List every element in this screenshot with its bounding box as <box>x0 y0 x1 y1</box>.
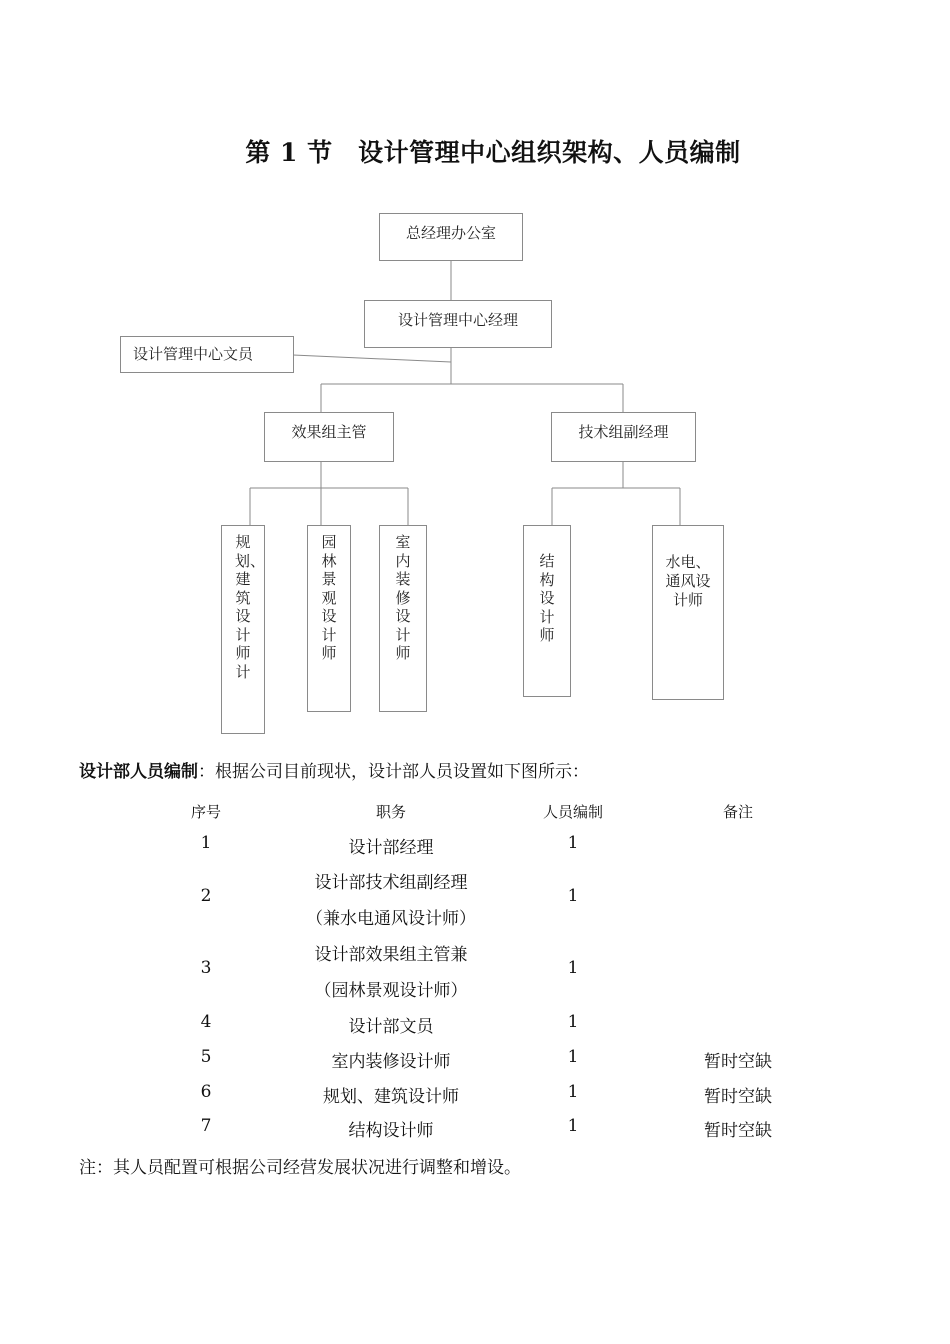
table-header-note: 备注 <box>722 803 753 821</box>
org-node-planning-architect <box>221 525 265 734</box>
org-node-effect-supervisor: 效果组主管 <box>264 412 394 462</box>
table-cell-note: 暂时空缺 <box>704 1052 772 1072</box>
table-cell-title: 室内装修设计师 <box>331 1052 451 1072</box>
table-cell-count: 1 <box>567 1012 579 1032</box>
org-node-tech-deputy: 技术组副经理 <box>551 412 696 462</box>
org-node-center-manager: 设计管理中心经理 <box>364 300 552 348</box>
table-cell-title: 设计部效果组主管兼 <box>314 945 468 965</box>
table-cell-no: 5 <box>200 1047 212 1067</box>
table-header-count: 人员编制 <box>542 803 603 821</box>
table-cell-no: 1 <box>200 833 212 853</box>
table-cell-count: 1 <box>567 833 579 853</box>
table-cell-note: 暂时空缺 <box>704 1121 772 1141</box>
org-node-structural-designer <box>523 525 571 697</box>
staffing-intro-heading: 设计部人员编制 <box>79 762 198 782</box>
org-node-label: 园林景观设计师 <box>321 533 337 662</box>
org-node-label-line: 计师 <box>672 591 703 609</box>
table-cell-note: 暂时空缺 <box>704 1087 772 1107</box>
table-cell-no: 2 <box>200 886 212 906</box>
table-header-no: 序号 <box>190 803 221 821</box>
org-node-label: 结构设计师 <box>539 552 555 644</box>
table-cell-title: 设计部文员 <box>348 1017 434 1037</box>
table-cell-count: 1 <box>567 1047 579 1067</box>
table-cell-title: 设计部经理 <box>348 838 434 858</box>
org-node-general-office: 总经理办公室 <box>379 213 523 261</box>
org-node-label: 室内装修设计师 <box>395 533 411 662</box>
table-cell-no: 7 <box>200 1116 212 1136</box>
org-node-center-clerk: 设计管理中心文员 <box>120 336 294 373</box>
staffing-intro <box>79 757 589 782</box>
table-cell-count: 1 <box>567 958 579 978</box>
org-node-mep-designer <box>652 525 724 700</box>
table-cell-title-sub: （园林景观设计师） <box>314 981 468 1001</box>
table-cell-title: 设计部技术组副经理 <box>314 873 468 893</box>
org-node-label-line: 通风设 <box>665 572 711 590</box>
org-node-interior-designer <box>379 525 427 712</box>
table-cell-title: 规划、建筑设计师 <box>323 1087 459 1107</box>
footnote: 注：其人员配置可根据公司经营发展状况进行调整和增设。 <box>79 1158 521 1178</box>
section-title: 第 1 节 设计管理中心组织架构、人员编制 <box>245 138 741 167</box>
table-cell-title-sub: （兼水电通风设计师） <box>306 909 476 929</box>
org-node-label-line: 水电、 <box>665 553 711 571</box>
table-header-title: 职务 <box>375 803 406 821</box>
org-node-label: 规划、建筑设计师计 <box>235 533 266 681</box>
table-cell-no: 3 <box>200 958 212 978</box>
table-cell-count: 1 <box>567 1116 579 1136</box>
table-cell-count: 1 <box>567 1082 579 1102</box>
table-cell-count: 1 <box>567 886 579 906</box>
table-cell-no: 6 <box>200 1082 212 1102</box>
org-node-landscape-designer <box>307 525 351 712</box>
table-cell-title: 结构设计师 <box>348 1121 434 1141</box>
staffing-intro-text: ：根据公司目前现状，设计部人员设置如下图所示： <box>198 762 589 782</box>
table-cell-no: 4 <box>200 1012 212 1032</box>
